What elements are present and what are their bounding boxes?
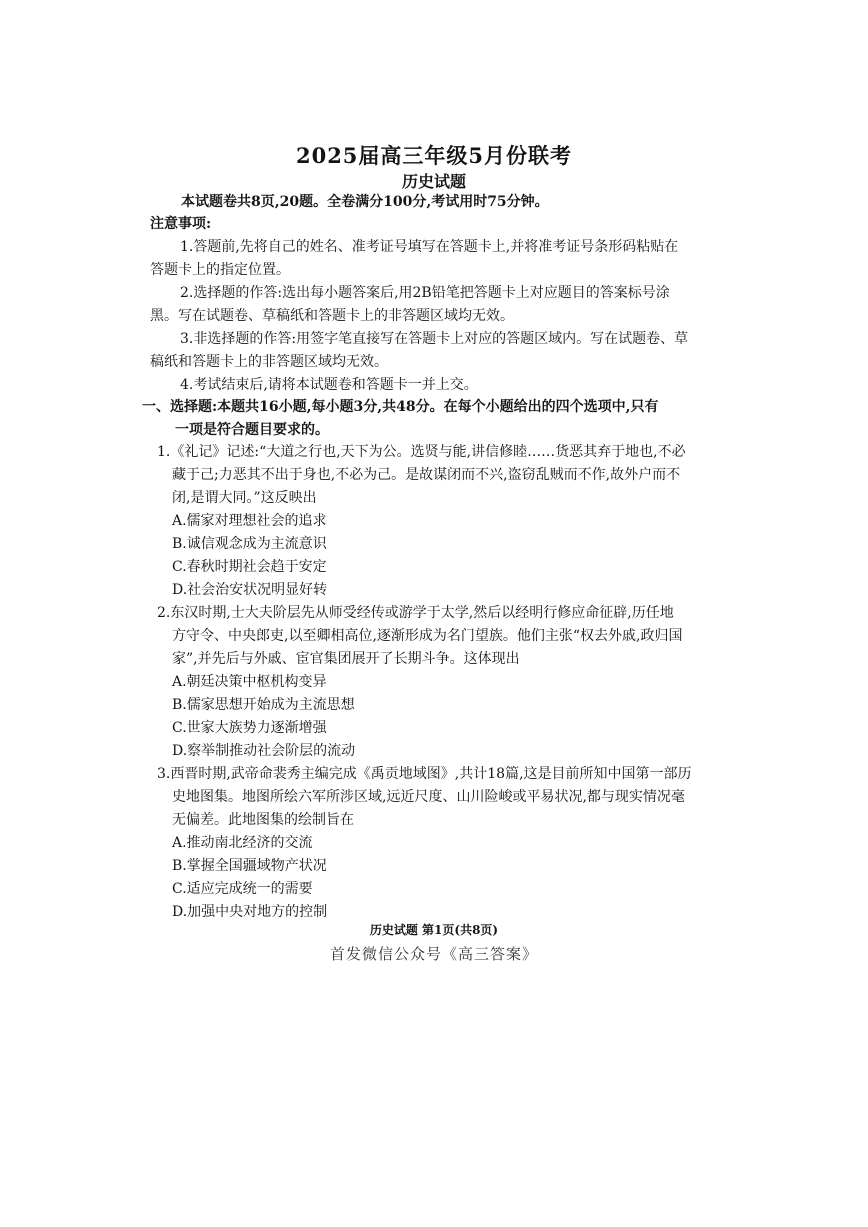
question-option: B.诚信观念成为主流意识 bbox=[172, 536, 327, 552]
question-stem: 1.《礼记》记述:“大道之行也,天下为公。选贤与能,讲信修睦……货恶其弃于地也,不必 bbox=[157, 444, 686, 460]
question-option: A.推动南北经济的交流 bbox=[172, 835, 313, 851]
notice-line: 2.选择题的作答:选出每小题答案后,用2B铅笔把答题卡上对应题目的答案标号涂 bbox=[180, 285, 670, 301]
notice-heading: 注意事项: bbox=[150, 216, 212, 232]
notice-line: 4.考试结束后,请将本试题卷和答题卡一并上交。 bbox=[180, 377, 478, 393]
question-option: D.社会治安状况明显好转 bbox=[172, 582, 328, 598]
question-stem: 方守令、中央郎吏,以至卿相高位,逐渐形成为名门望族。他们主张“权去外戚,政归国 bbox=[172, 628, 683, 644]
question-option: A.儒家对理想社会的追求 bbox=[172, 513, 327, 529]
exam-subject: 历史试题 bbox=[401, 172, 466, 191]
question-option: B.掌握全国疆域物产状况 bbox=[172, 858, 327, 874]
exam-info: 本试题卷共8页,20题。全卷满分100分,考试用时75分钟。 bbox=[181, 194, 549, 210]
notice-line: 稿纸和答题卡上的非答题区域均无效。 bbox=[150, 354, 388, 370]
question-stem: 史地图集。地图所绘六军所涉区域,远近尺度、山川险峻或平易状况,都与现实情况毫 bbox=[172, 789, 685, 805]
notice-line: 3.非选择题的作答:用签字笔直接写在答题卡上对应的答题区域内。写在试题卷、草 bbox=[180, 331, 689, 347]
question-option: C.春秋时期社会趋于安定 bbox=[172, 559, 327, 575]
question-stem: 无偏差。此地图集的绘制旨在 bbox=[172, 812, 354, 828]
section-heading: 一、选择题:本题共16小题,每小题3分,共48分。在每个小题给出的四个选项中,只有 bbox=[142, 399, 659, 415]
question-stem: 家”,并先后与外戚、宦官集团展开了长期斗争。这体现出 bbox=[172, 651, 520, 667]
section-heading-cont: 一项是符合题目要求的。 bbox=[175, 422, 329, 438]
question-option: A.朝廷决策中枢机构变异 bbox=[172, 674, 327, 690]
question-stem: 藏于己;力恶其不出于身也,不必为己。是故谋闭而不兴,盗窃乱贼而不作,故外户而不 bbox=[172, 467, 681, 483]
notice-line: 答题卡上的指定位置。 bbox=[150, 262, 290, 278]
question-stem: 2.东汉时期,士大夫阶层先从师受经传或游学于太学,然后以经明行修应命征辟,历任地 bbox=[157, 605, 674, 621]
question-option: C.世家大族势力逐渐增强 bbox=[172, 720, 327, 736]
question-stem: 3.西晋时期,武帝命裴秀主编完成《禹贡地域图》,共计18篇,这是目前所知中国第一部历 bbox=[157, 766, 692, 782]
watermark-text: 首发微信公众号《高三答案》 bbox=[329, 945, 538, 963]
question-option: C.适应完成统一的需要 bbox=[172, 881, 313, 897]
page-footer: 历史试题 第1页(共8页) bbox=[369, 923, 499, 937]
exam-title: 2025届高三年级5月份联考 bbox=[295, 143, 573, 168]
question-option: D.察举制推动社会阶层的流动 bbox=[172, 743, 356, 759]
notice-line: 黑。写在试题卷、草稿纸和答题卡上的非答题区域均无效。 bbox=[150, 308, 514, 324]
question-stem: 闭,是谓大同。”这反映出 bbox=[172, 490, 317, 506]
question-option: B.儒家思想开始成为主流思想 bbox=[172, 697, 355, 713]
question-option: D.加强中央对地方的控制 bbox=[172, 904, 328, 920]
notice-line: 1.答题前,先将自己的姓名、准考证号填写在答题卡上,并将准考证号条形码粘贴在 bbox=[180, 239, 679, 255]
